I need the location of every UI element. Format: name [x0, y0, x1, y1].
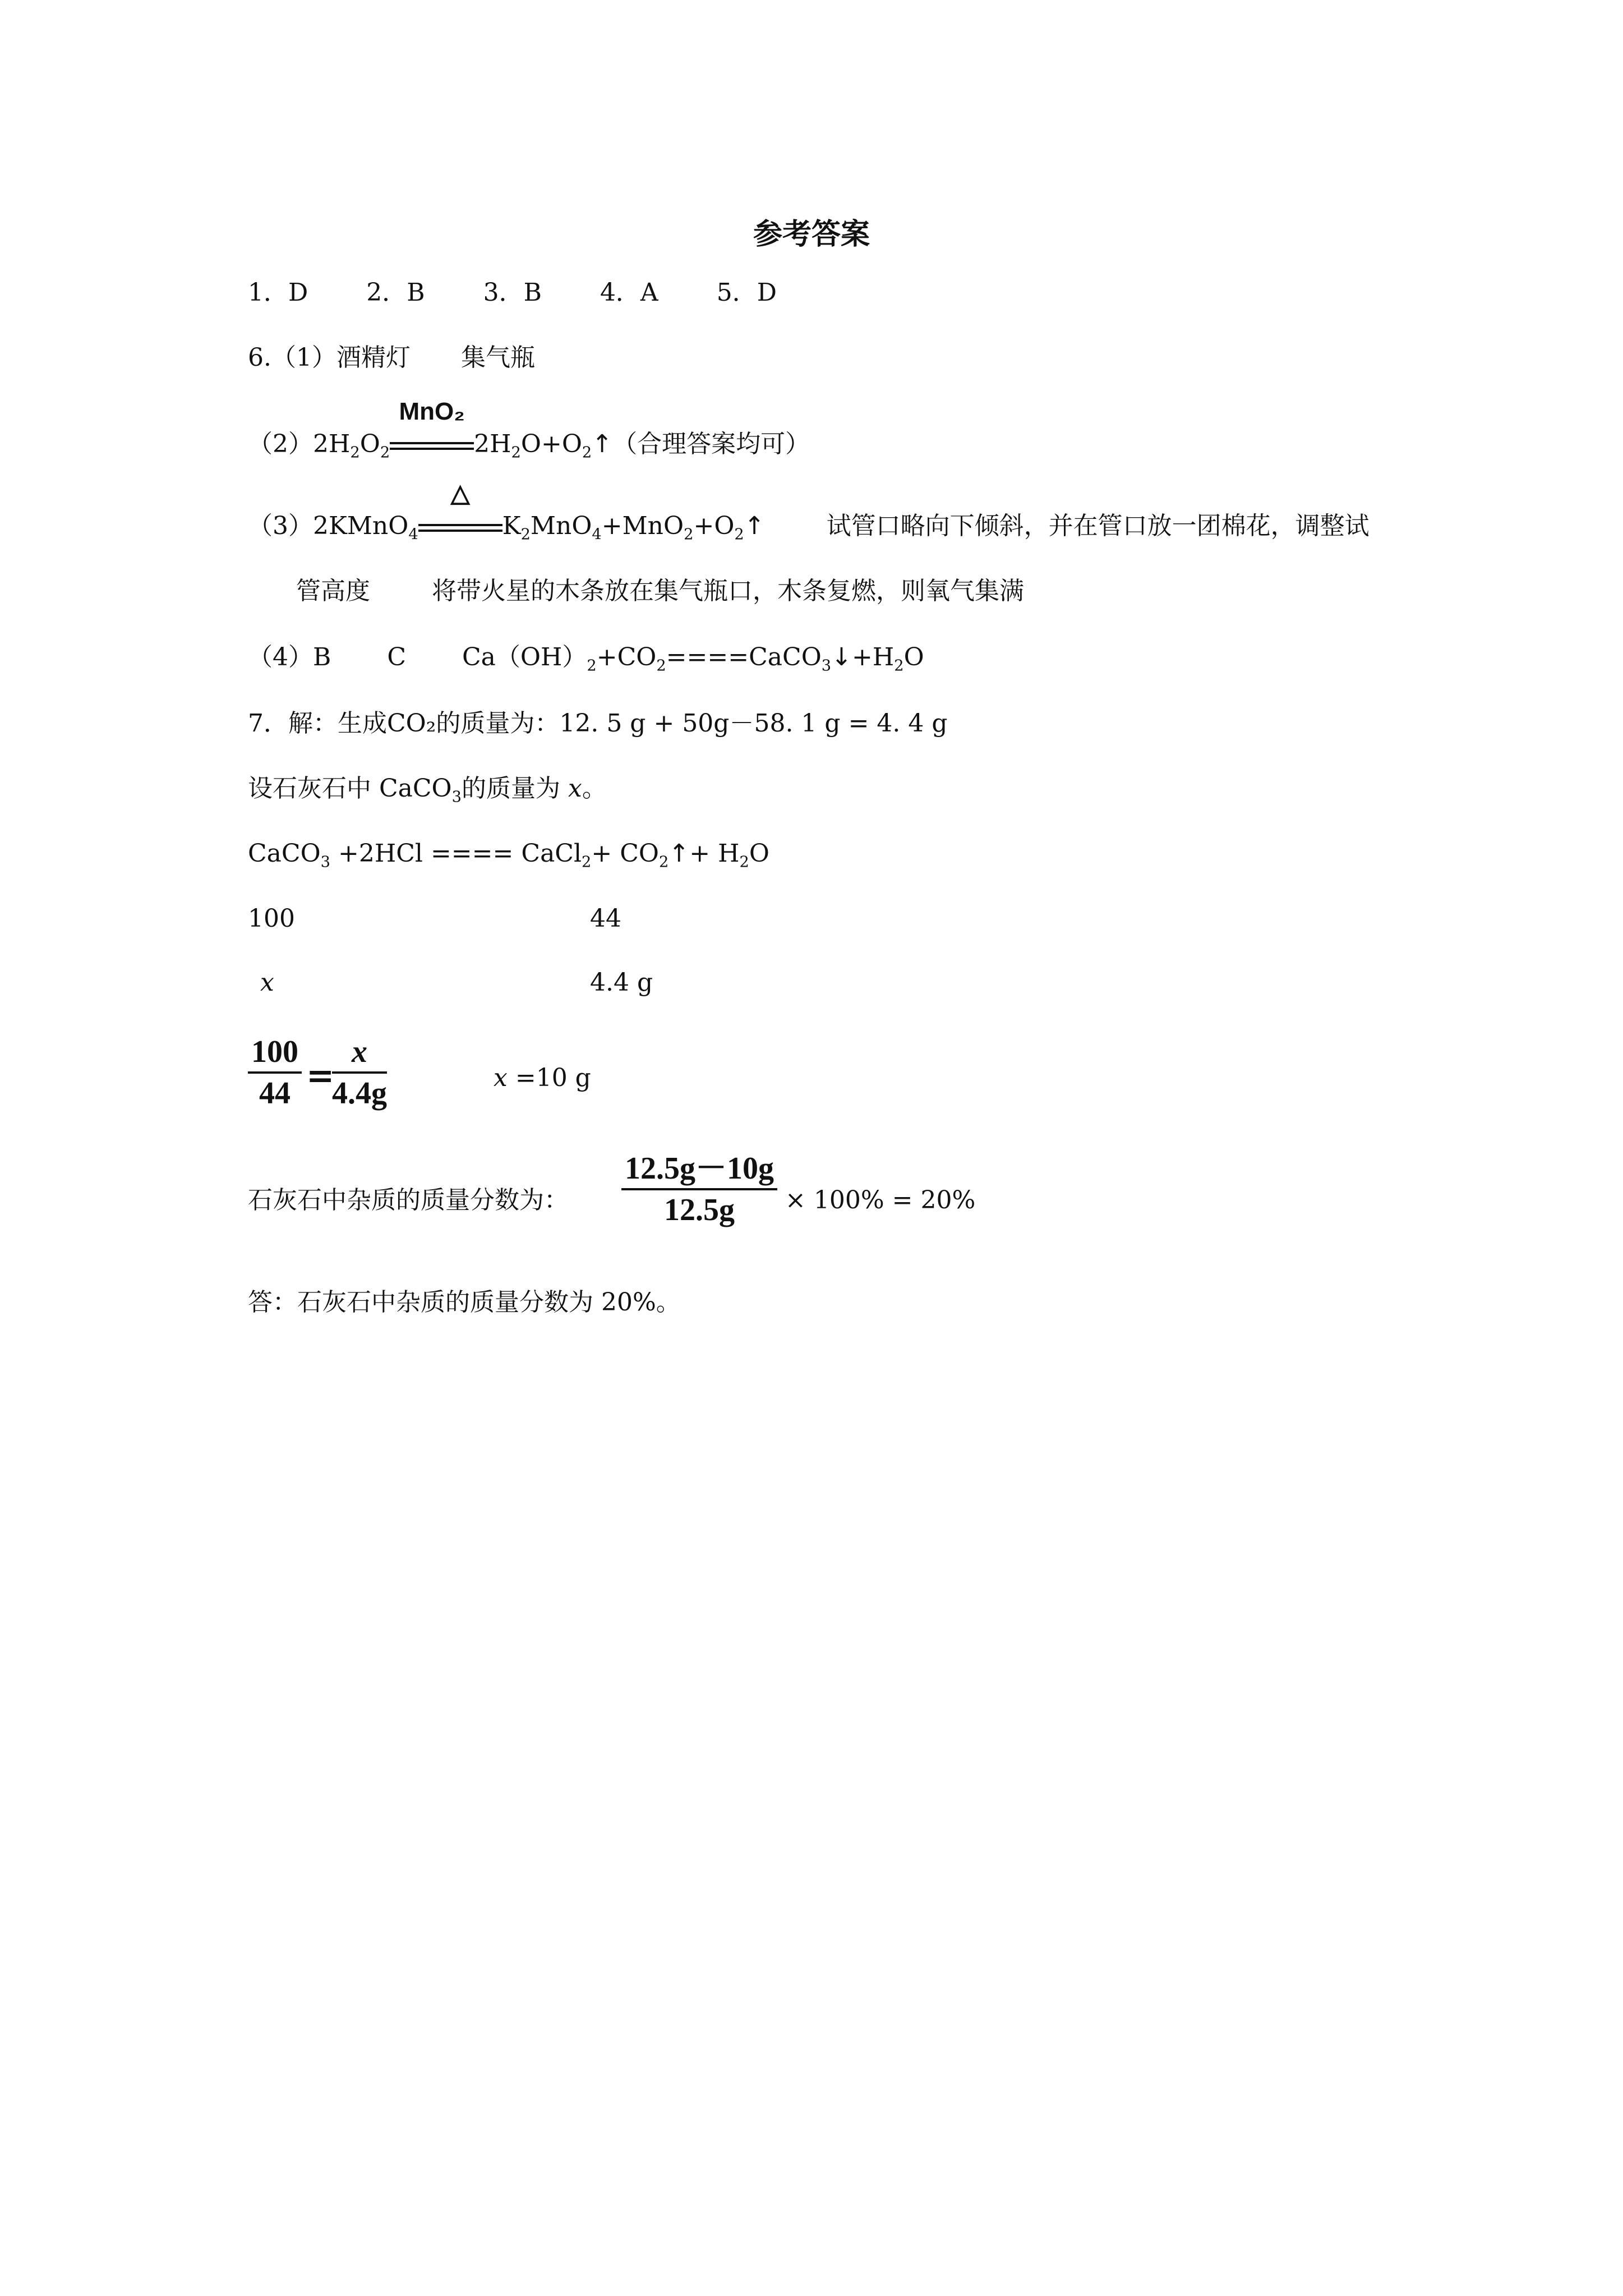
- fraction-100-44: [248, 1032, 302, 1113]
- q6-part1: [248, 341, 535, 375]
- q6-part2: $(2)2H_2O_2$ MnO₂ $2H_2O+O_2↑$（合理答案均可）: [248, 427, 810, 461]
- q6-part4-b: C: [387, 643, 406, 671]
- q7-line2-var: x: [568, 774, 582, 803]
- q7-mass-co2: 44: [590, 904, 621, 933]
- q6-part3: （3）2KMnO$_4$ △ $K_2MnO_4+MnO_2+O_2↑$ 试管口略向下倾斜，并在管口放一团棉花，调整试: [248, 509, 1370, 543]
- q7-line2: 设石灰石中 CaCO$_3$的质量为 x。: [248, 774, 607, 806]
- page-title: 参考答案: [753, 218, 870, 251]
- catalyst-label: MnO₂: [399, 398, 465, 425]
- equals-sign: =: [306, 1056, 335, 1096]
- q6-part3-text3: 将带火星的木条放在集气瓶口，木条复燃，则氧气集满: [432, 577, 1024, 605]
- q6-part3-text2: 管高度: [296, 577, 370, 605]
- q7-given: 4.4 g: [590, 968, 653, 997]
- q6-part2-note: （合理答案均可）: [612, 430, 810, 458]
- q6-part1-b: 集气瓶: [460, 343, 535, 372]
- q7-equation: CaCO$_3$ +2HCl ==== CaCl$_2$+ $CO_2↑+ H_2O$: [248, 839, 769, 871]
- q7-var-row: [260, 966, 274, 1000]
- q7-mass-row: [248, 902, 295, 936]
- answer-2: 2．B: [366, 278, 425, 307]
- fraction-x-4.4g: [332, 1032, 387, 1113]
- frac2-num: x: [332, 1032, 387, 1074]
- q7-line1: 7．解：生成CO₂的质量为：12. 5 g + 50g－58. 1 g = 4. 4 g: [248, 709, 948, 738]
- q6-part2-label: （2）: [248, 430, 313, 458]
- q6-part3-text1: 试管口略向下倾斜，并在管口放一团棉花，调整试: [826, 512, 1370, 540]
- q6-part3-label: （3）: [248, 512, 313, 540]
- q7-line2-a: 设石灰石中 CaCO: [248, 774, 452, 803]
- frac1-num: 100: [248, 1032, 302, 1074]
- impurity-tail: × 100% = 20%: [785, 1186, 976, 1214]
- q6-part1-label: 6.（1）酒精灯: [248, 343, 411, 372]
- mass-caco3: 100: [248, 904, 295, 933]
- q7-line2-b: 的质量为: [461, 774, 568, 803]
- q7-result: x =10 g: [494, 1064, 591, 1092]
- answer-3: 3．B: [483, 278, 542, 307]
- q6-part3-cont: [296, 574, 1024, 608]
- answer-5: 5．D: [716, 278, 777, 307]
- heat-symbol: △: [450, 480, 470, 507]
- q7-line2-end: 。: [582, 774, 607, 803]
- frac2-den: 4.4g: [332, 1076, 387, 1111]
- answer-4: 4．A: [600, 278, 658, 307]
- frac3-num: 12.5g－10g: [621, 1149, 777, 1190]
- answer-1: 1．D: [248, 278, 308, 307]
- final-answer: 答：石灰石中杂质的质量分数为 20%。: [248, 1288, 681, 1317]
- result-value: =10 g: [515, 1064, 591, 1092]
- q6-part4: （4）B C $Ca(OH)_2+CO_2====CaCO_3↓+H_2O$: [248, 643, 924, 675]
- frac3-den: 12.5g: [664, 1193, 735, 1227]
- impurity-label: 石灰石中杂质的质量分数为：: [248, 1186, 569, 1214]
- fraction-impurity: [621, 1149, 777, 1230]
- mc-answers: [248, 276, 777, 310]
- var-x: x: [260, 968, 274, 997]
- frac1-den: 44: [259, 1076, 291, 1111]
- q6-part4-label: （4）B: [248, 643, 331, 671]
